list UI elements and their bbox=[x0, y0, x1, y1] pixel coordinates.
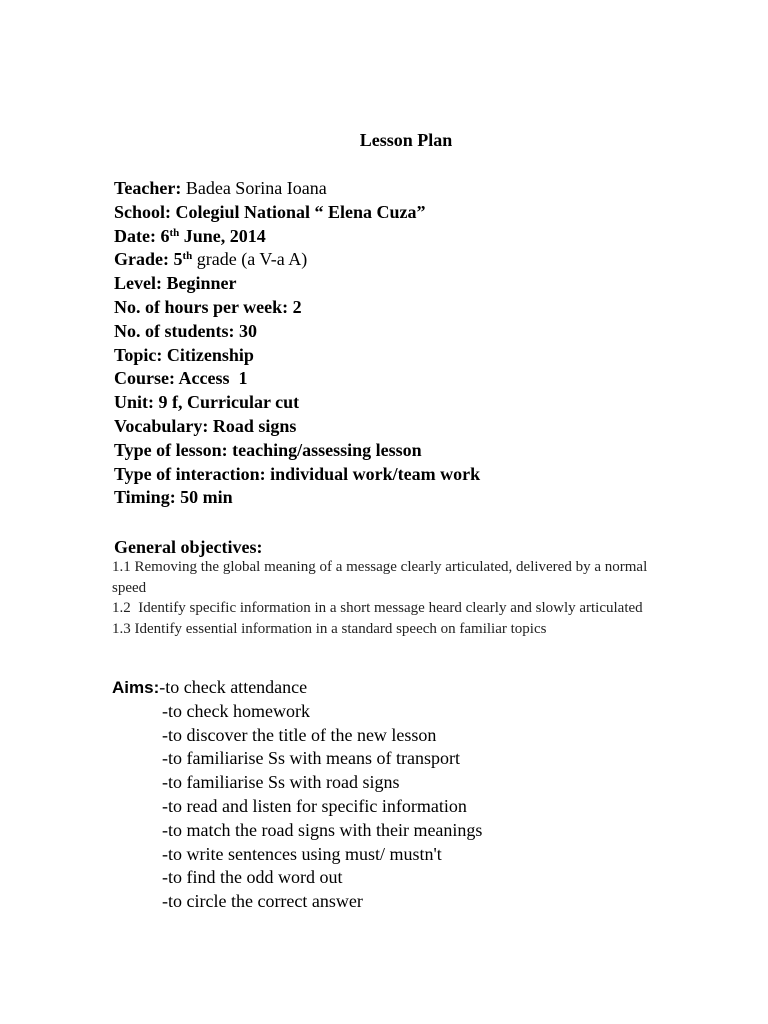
aim-item: -to check homework bbox=[162, 700, 310, 721]
aim-item: -to read and listen for specific information bbox=[162, 795, 467, 816]
students-line: No. of students: 30 bbox=[114, 320, 258, 341]
document-title: Lesson Plan bbox=[359, 130, 453, 150]
aim-item: -to familiarise Ss with means of transport bbox=[162, 748, 460, 769]
date-value: June, 2014 bbox=[179, 225, 266, 246]
aims-label: Aims: bbox=[112, 678, 160, 697]
grade-line bbox=[114, 248, 480, 272]
teacher-line bbox=[114, 177, 480, 201]
lesson-details bbox=[114, 177, 480, 510]
aim-item: -to write sentences using must/ mustn't bbox=[162, 843, 442, 864]
aim-item: -to discover the title of the new lesson bbox=[162, 724, 437, 745]
level-line: Level: Beginner bbox=[114, 273, 237, 294]
unit-line: Unit: 9 f, Curricular cut bbox=[114, 392, 300, 413]
teacher-value: Badea Sorina Ioana bbox=[181, 178, 327, 198]
date-label: Date: 6 bbox=[114, 225, 170, 246]
general-objectives-heading: General objectives: bbox=[114, 537, 263, 557]
timing-line: Timing: 50 min bbox=[114, 487, 233, 508]
aims-section bbox=[112, 676, 482, 914]
aim-item: -to check attendance bbox=[159, 677, 308, 697]
vocabulary-line: Vocabulary: Road signs bbox=[114, 415, 297, 436]
lesson-type-line: Type of lesson: teaching/assessing lesson bbox=[114, 439, 422, 460]
grade-value: grade (a V-a A) bbox=[192, 249, 308, 270]
aim-item: -to circle the correct answer bbox=[162, 891, 363, 912]
grade-label: Grade: 5 bbox=[114, 249, 183, 270]
objective-item: 1.2 Identify specific information in a short message heard clearly and slowly articulated bbox=[112, 600, 643, 616]
teacher-label: Teacher: bbox=[114, 178, 182, 198]
course-line: Course: Access 1 bbox=[114, 368, 248, 389]
date-line bbox=[114, 225, 480, 249]
topic-line: Topic: Citizenship bbox=[114, 344, 254, 365]
aim-item: -to familiarise Ss with road signs bbox=[162, 772, 400, 793]
objective-item: 1.1 Removing the global meaning of a message clearly articulated, delivered by a normal speed bbox=[112, 559, 648, 596]
aim-item: -to match the road signs with their meanings bbox=[162, 819, 483, 840]
interaction-type-line: Type of interaction: individual work/team work bbox=[114, 463, 481, 484]
aims-first-line bbox=[112, 676, 482, 700]
general-objectives-list bbox=[112, 557, 652, 639]
date-suffix: th bbox=[169, 226, 180, 239]
aim-item: -to find the odd word out bbox=[162, 867, 343, 888]
hours-line: No. of hours per week: 2 bbox=[114, 296, 302, 317]
grade-suffix: th bbox=[182, 250, 193, 263]
objective-item: 1.3 Identify essential information in a standard speech on familiar topics bbox=[112, 620, 547, 637]
school-line: School: Colegiul National “ Elena Cuza” bbox=[114, 201, 426, 222]
